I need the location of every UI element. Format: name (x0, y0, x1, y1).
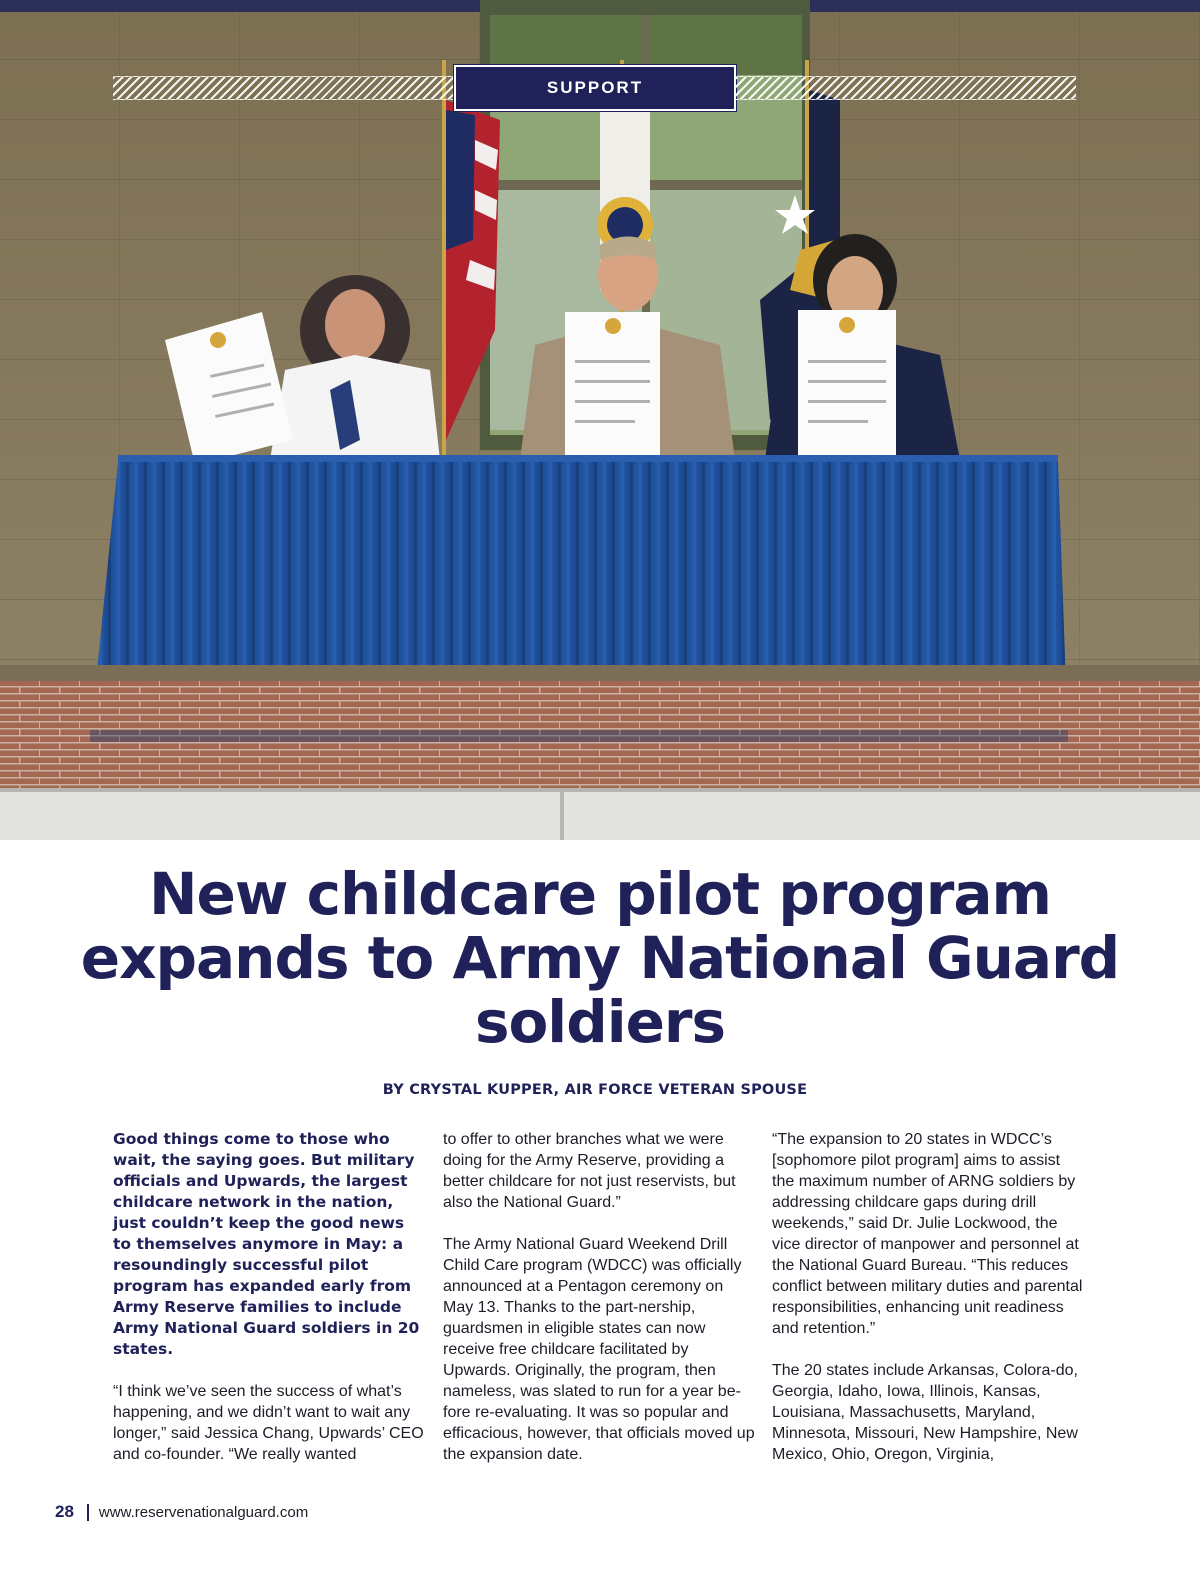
article-column-3 (772, 1129, 1084, 1486)
page-number: 28 (55, 1502, 74, 1521)
kicker-hatch-left (113, 76, 453, 100)
body-paragraph: The 20 states include Arkansas, Colora-do, Georgia, Idaho, Iowa, Illinois, Kansas, Louisiana, Massachusetts, Maryland, Minnesota, Missouri, New Hampshire, New Mexico, Ohio, Oregon, Virginia, (772, 1362, 1078, 1463)
article-column-2 (443, 1129, 755, 1486)
article-headline: New childcare pilot program expands to Army National Guard soldiers (80, 860, 1120, 1056)
page-footer (55, 1500, 308, 1524)
article-column-1 (113, 1129, 425, 1486)
section-label: SUPPORT (454, 65, 736, 111)
body-paragraph: to offer to other branches what we were doing for the Army Reserve, providing a better childcare for not just reservists, but also the National Guard.” (443, 1131, 736, 1211)
byline: BY CRYSTAL KUPPER, AIR FORCE VETERAN SPOUSE (382, 1082, 808, 1098)
section-kicker (113, 65, 1076, 111)
body-paragraph: The Army National Guard Weekend Drill Child Care program (WDCC) was officially announced at a Pentagon ceremony on May 13. Thanks to the part-nership, guardsmen in eligible states can now receive free childcare facilitated by Upwards. Originally, the program, then nameless, was slated to run for a year be-fore re-evaluating. It was so popular and efficacious, however, that officials moved up the expansion date. (443, 1236, 755, 1463)
kicker-hatch-right (736, 76, 1076, 100)
body-paragraph: “I think we’ve seen the success of what’s happening, and we didn’t want to wait any longer,” said Jessica Chang, Upwards’ CEO and co-founder. “We really wanted (113, 1383, 424, 1463)
footer-url[interactable]: www.reservenationalguard.com (98, 1503, 309, 1521)
body-paragraph: “The expansion to 20 states in WDCC’s [sophomore pilot program] aims to assist the maximum number of ARNG soldiers by addressing childcare gaps during drill weekends,” said Dr. Julie Lockwood, the vice director of manpower and personnel at the National Guard Bureau. “This reduces conflict between military duties and parental responsibilities, enhancing unit readiness and retention.” (772, 1131, 1083, 1337)
lede-paragraph: Good things come to those who wait, the saying goes. But military officials and Upwards, the largest childcare network in the nation, just couldn’t keep the good news to themselves anymore in May: a resoundingly successful pilot program has expanded early from Army Reserve families to include Army National Guard soldiers in 20 states. (113, 1130, 420, 1358)
footer-divider (87, 1504, 89, 1521)
